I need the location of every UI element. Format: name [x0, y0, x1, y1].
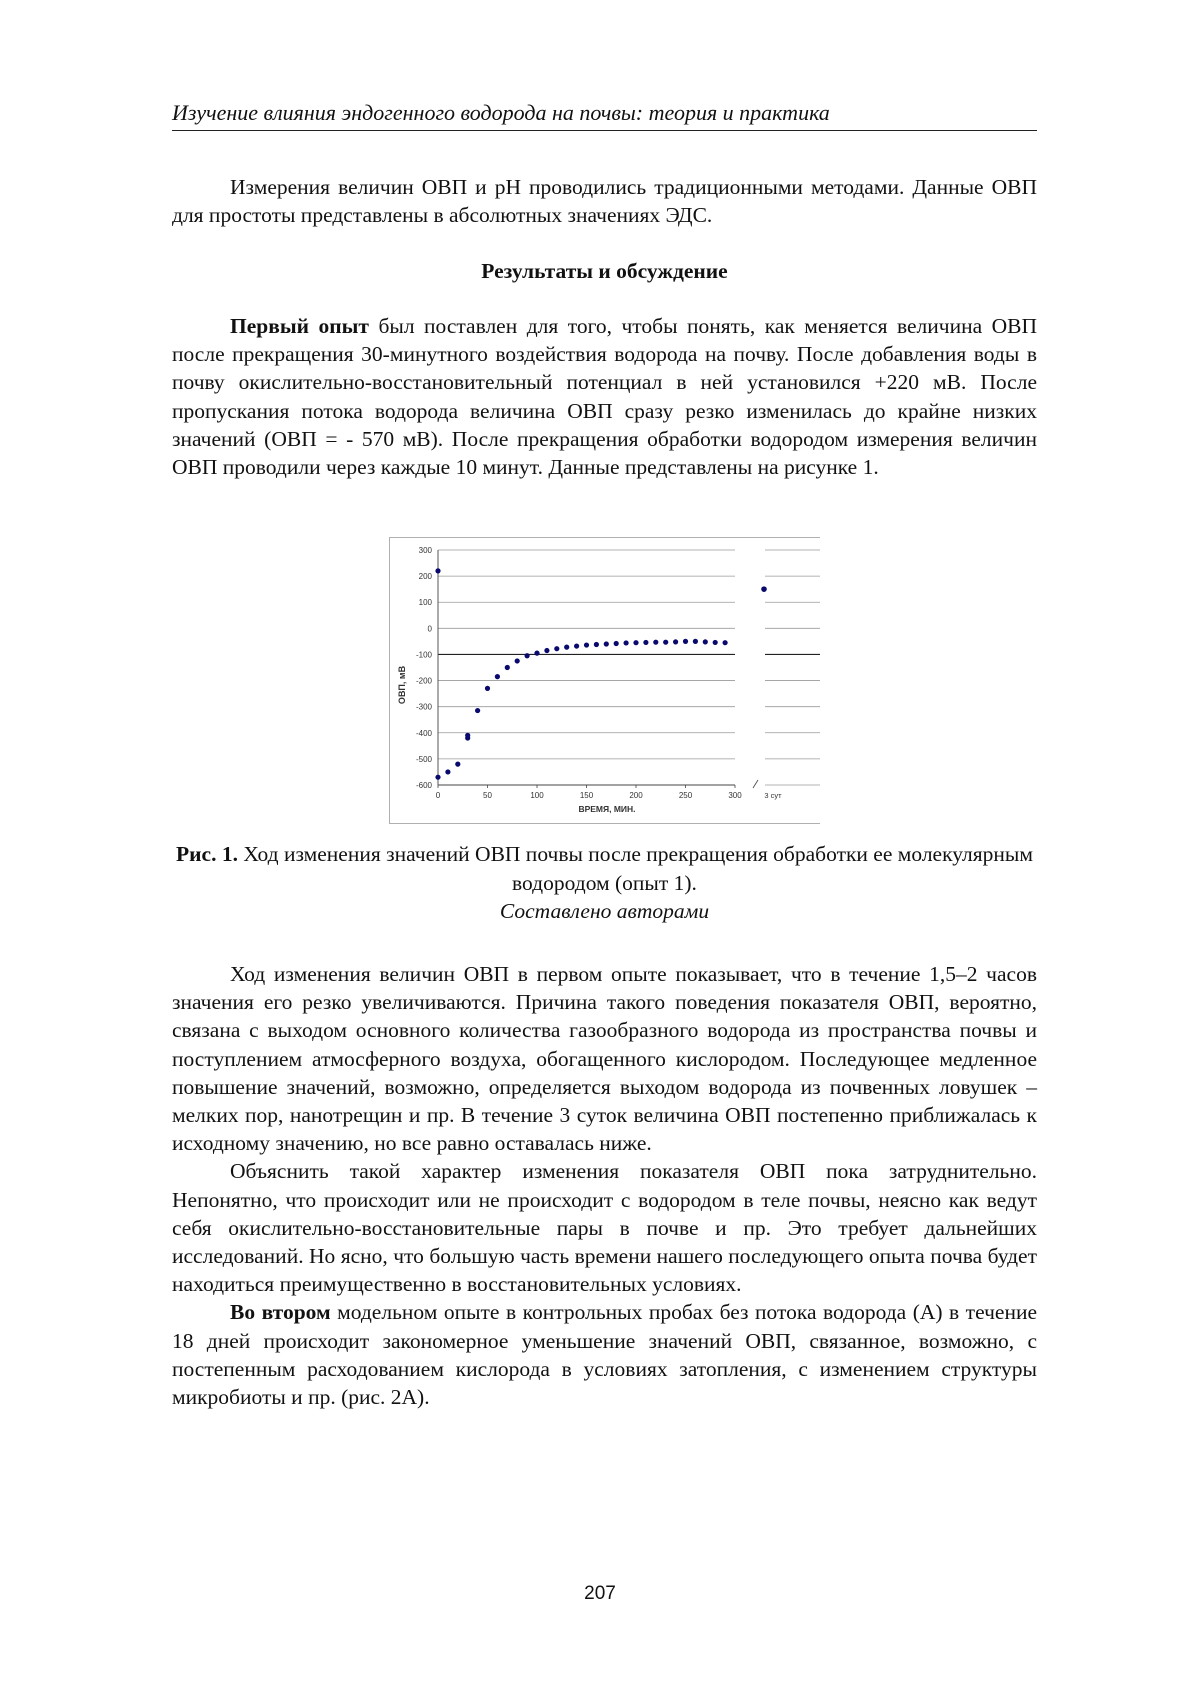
experiment1-paragraph — [172, 312, 1037, 481]
data-point — [633, 640, 638, 645]
experiment2-text: модельном опыте в контрольных пробах без потока водорода (А) в течение 18 дней происходит закономерное уменьшение значений ОВП, связанное, возможно, с постепенным расходованием кислорода в условиях затопления, с изменением структуры микробиоты и пр. (рис. 2А). — [172, 1300, 1037, 1410]
data-point — [663, 640, 668, 645]
data-point — [495, 674, 500, 679]
y-axis-label: ОВП, мВ — [397, 665, 407, 705]
data-point — [475, 708, 480, 713]
figure-source: Составлено авторами — [499, 899, 710, 923]
data-point — [554, 646, 559, 651]
data-point — [614, 641, 619, 646]
data-point — [465, 733, 470, 738]
intro-paragraph: Измерения величин ОВП и pH проводились традиционными методами. Данные ОВП для простоты представлены в абсолютных значениях ЭДС. — [172, 175, 1037, 228]
data-point — [673, 639, 678, 644]
data-point — [435, 775, 440, 780]
y-tick-label: -400 — [415, 728, 432, 738]
data-point — [435, 568, 440, 573]
section-title: Результаты и обсуждение — [481, 259, 728, 283]
discussion-paragraph-1: Ход изменения величин ОВП в первом опыте показывает, что в течение 1,5–2 часов значения его резко увеличиваются. Причина такого поведения показателя ОВП, вероятно, связана с выходом основного количества газообразного водорода из пространства почвы и поступлением атмосферного воздуха, обогащенного кислородом. Последующее медленное повышение значений, возможно, определяется выходом водорода из почвенных ловушек – мелких пор, нанотрещин и пр. В течение 3 суток величина ОВП постепенно приближалась к исходному значению, но все равно оставалась ниже. — [172, 962, 1037, 1156]
y-tick-label: 300 — [418, 546, 432, 555]
figure-1 — [389, 537, 820, 824]
experiment2-paragraph — [172, 1298, 1037, 1411]
data-point — [574, 643, 579, 648]
data-point — [624, 640, 629, 645]
data-point — [455, 762, 460, 767]
data-point — [703, 639, 708, 644]
data-point — [505, 665, 510, 670]
data-point — [485, 686, 490, 691]
experiment1-text: был поставлен для того, чтобы понять, как меняется величина ОВП после прекращения 30-минутного воздействия водорода на почву. После добавления воды в почву окислительно-восстановительный потенциал в ней установился +220 мВ. После пропускания потока водорода величина ОВП сразу резко изменилась до крайне низких значений (ОВП = - 570 мВ). После прекращения обработки водородом измерения величин ОВП проводили через каждые 10 минут. Данные представлены на рисунке 1. — [172, 314, 1037, 480]
x-tick-label: 100 — [530, 791, 544, 800]
figure-label: Рис. 1. — [176, 842, 238, 866]
data-point — [713, 640, 718, 645]
data-point — [525, 653, 530, 658]
data-point — [653, 640, 658, 645]
discussion-paragraph-2: Объяснить такой характер изменения показателя ОВП пока затруднительно. Непонятно, что происходит или не происходит с водородом в теле почвы, неясно как ведут себя окислительно-восстановительные пары в почве и пр. Это требует дальнейших исследований. Но ясно, что большую часть времени нашего последующего опыта почва будет находиться преимущественно в восстановительных условиях. — [172, 1159, 1037, 1297]
y-tick-label: 200 — [418, 572, 432, 582]
x-tick-label: 300 — [728, 791, 742, 800]
x-axis-label: время, мин. — [578, 804, 636, 814]
data-point — [723, 640, 728, 645]
discussion-block — [172, 960, 1037, 1411]
data-point — [564, 645, 569, 650]
y-tick-label: -500 — [415, 754, 432, 764]
y-tick-label: 100 — [418, 598, 432, 608]
data-point — [515, 658, 520, 663]
data-point — [534, 651, 539, 656]
y-tick-label: -600 — [415, 781, 432, 790]
break-tick-label: 3 сут — [764, 791, 782, 800]
x-tick-label: 200 — [629, 791, 643, 800]
experiment1-lead: Первый опыт — [230, 314, 369, 338]
running-header: Изучение влияния эндогенного водорода на почвы: теория и практика — [172, 98, 1037, 131]
x-tick-label: 0 — [435, 791, 441, 800]
data-point — [643, 640, 648, 645]
axis-break-mark — [753, 780, 758, 788]
x-tick-label: 250 — [678, 791, 693, 800]
y-tick-label: -200 — [415, 676, 432, 686]
data-point — [693, 639, 698, 644]
data-point — [544, 648, 549, 653]
page-number: 207 — [584, 1583, 616, 1604]
y-tick-label: -100 — [415, 650, 432, 660]
experiment1-block — [172, 312, 1037, 481]
figure-caption — [172, 840, 1037, 926]
y-tick-label: 0 — [427, 624, 432, 634]
x-tick-label: 50 — [483, 791, 492, 800]
intro-block — [172, 173, 1037, 229]
data-point — [445, 769, 450, 774]
data-point — [584, 642, 589, 647]
data-point-3-days — [761, 586, 767, 592]
figure-caption-text: Ход изменения значений ОВП почвы после прекращения обработки ее молекулярным водородом (опыт 1). — [237, 842, 1033, 895]
experiment2-lead: Во втором — [230, 1300, 331, 1325]
y-tick-label: -300 — [415, 702, 432, 712]
orp-scatter-chart — [390, 538, 820, 823]
x-tick-label: 150 — [579, 791, 594, 800]
data-point — [683, 639, 688, 644]
data-point — [604, 641, 609, 646]
data-point — [594, 642, 599, 647]
